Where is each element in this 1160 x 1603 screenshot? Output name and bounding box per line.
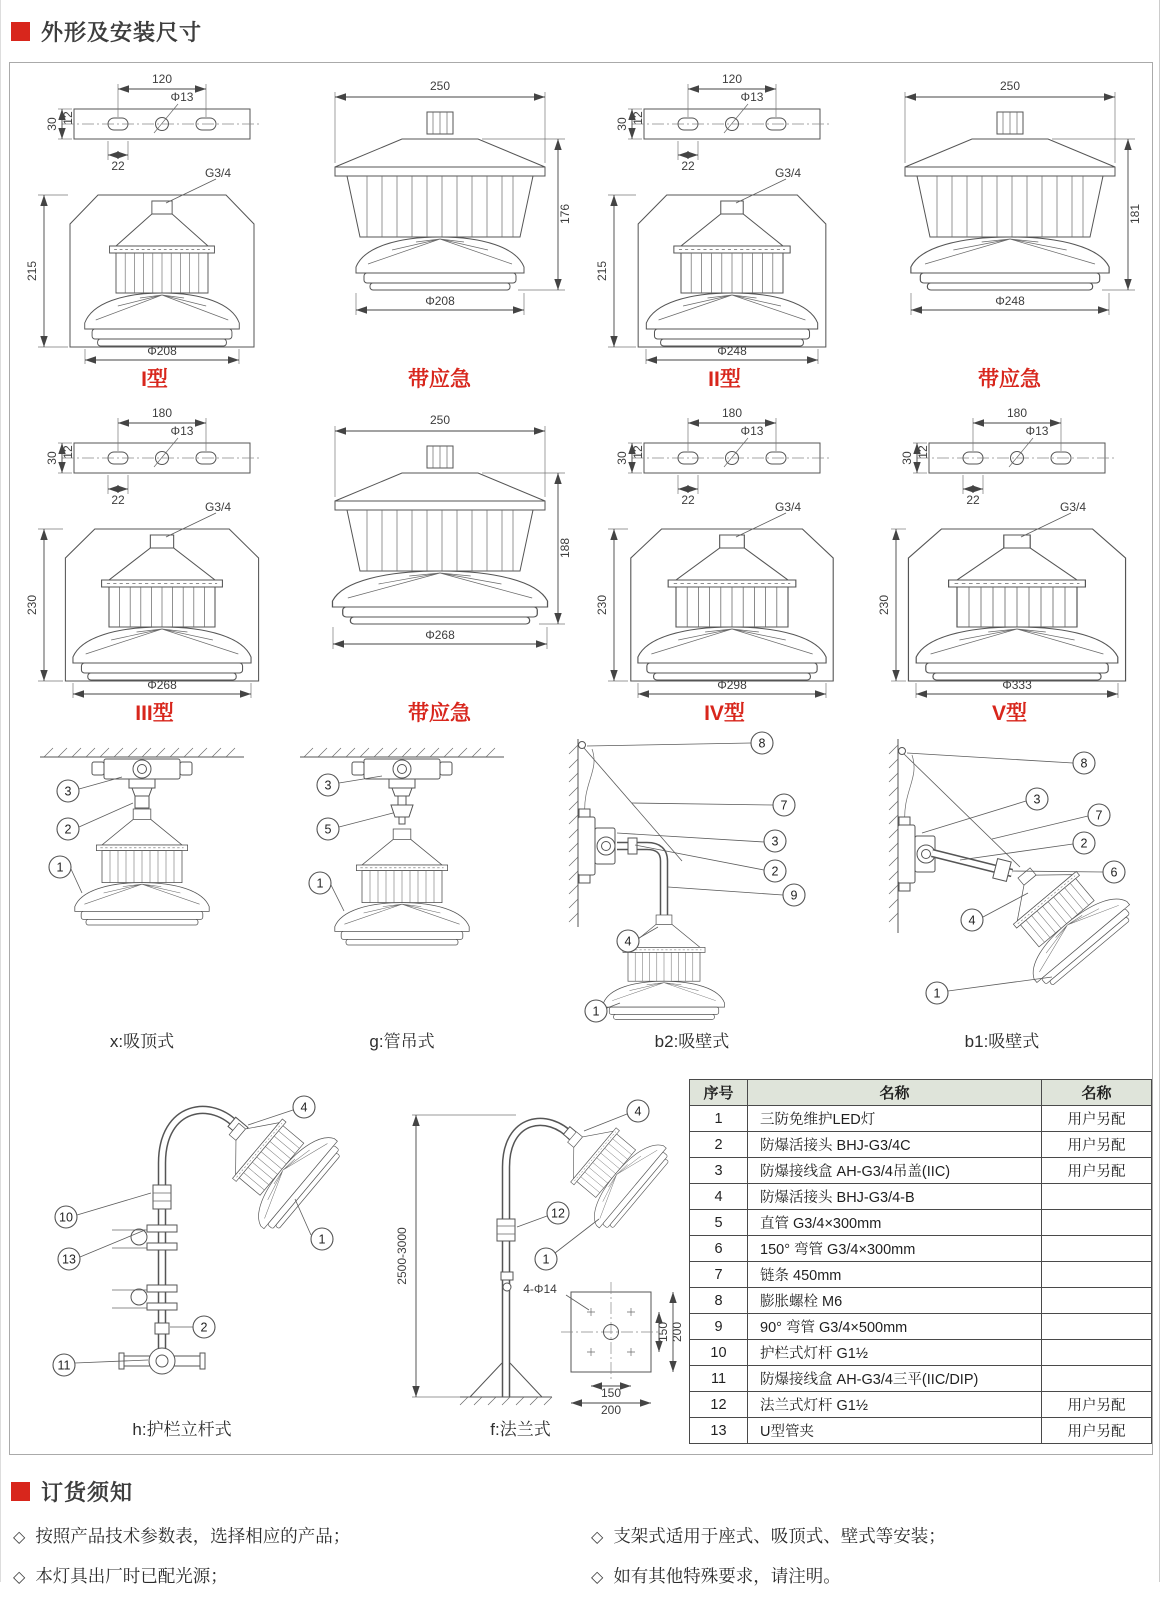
svg-text:Φ208: Φ208 [425,294,455,308]
mount-flange-drawing [356,1067,686,1419]
diamond-bullet-icon: ◇ [13,1529,26,1546]
svg-text:22: 22 [966,493,980,507]
svg-text:Φ13: Φ13 [740,424,764,438]
svg-text:12: 12 [631,445,645,459]
dimensions-section-header [1,0,1159,47]
svg-text:180: 180 [721,406,743,420]
note-text: 本灯具出厂时已配光源； [35,1566,228,1586]
figure-label: f:法兰式 [490,1420,551,1439]
table-row [690,1210,1152,1236]
cell-index: 4 [690,1184,748,1210]
svg-text:Φ208: Φ208 [147,344,177,358]
mount-ceiling-drawing [12,721,272,1031]
table-row [690,1418,1152,1444]
svg-text:5: 5 [324,822,332,837]
svg-text:3: 3 [1033,792,1041,807]
cell-note: 用户另配 [1042,1106,1152,1132]
svg-text:250: 250 [429,79,451,93]
svg-text:9: 9 [790,888,798,903]
svg-text:2: 2 [200,1320,208,1335]
table-row [690,1184,1152,1210]
note-text: 按照产品技术参数表，选择相应的产品； [35,1526,351,1546]
svg-text:4: 4 [300,1100,308,1115]
figure-label: b1:吸壁式 [964,1032,1040,1051]
figure-mount-ceiling [12,721,272,1055]
svg-text:G3/4: G3/4 [204,500,232,514]
cell-note: 用户另配 [1042,1392,1152,1418]
col-header-name: 名称 [748,1080,1042,1106]
diamond-bullet-icon: ◇ [591,1569,604,1586]
col-header-name2: 名称 [1042,1080,1152,1106]
figure-label: III型 [135,702,174,725]
type1-drawing [12,67,297,367]
cell-note: 用户另配 [1042,1158,1152,1184]
svg-text:3: 3 [771,834,779,849]
svg-text:2: 2 [1080,836,1088,851]
svg-text:30: 30 [900,451,914,465]
figure-label: 带应急 [408,702,471,725]
table-row [690,1106,1152,1132]
figure-label: h:护栏立杆式 [132,1420,232,1439]
junction-box [578,809,615,883]
mount-wall-b1-drawing [852,721,1152,1031]
cell-index: 13 [690,1418,748,1444]
svg-text:12: 12 [916,445,930,459]
svg-text:13: 13 [62,1252,76,1267]
note-line [13,1523,591,1548]
svg-text:22: 22 [111,159,125,173]
svg-text:4: 4 [634,1104,641,1119]
figure-label: x:吸顶式 [109,1032,175,1051]
callout-13 [58,1230,145,1270]
svg-text:10: 10 [59,1210,73,1225]
svg-text:7: 7 [780,798,788,813]
svg-text:Φ13: Φ13 [740,90,764,104]
svg-text:G3/4: G3/4 [1059,500,1087,514]
cell-index: 8 [690,1288,748,1314]
cell-name: 护栏式灯杆 G1½ [748,1340,1042,1366]
callout-1 [535,1219,599,1270]
cell-name: U型管夹 [748,1418,1042,1444]
cell-index: 2 [690,1132,748,1158]
parts-table-wrap [689,1079,1152,1444]
figure-type5 [867,401,1152,729]
ordering-notes [1,1507,1159,1603]
figure-label: b2:吸壁式 [654,1032,730,1051]
svg-text:1: 1 [933,986,941,1001]
svg-text:Φ13: Φ13 [170,90,194,104]
svg-text:3: 3 [324,778,332,793]
svg-text:176: 176 [558,203,572,225]
callout-7 [992,804,1110,839]
svg-text:250: 250 [429,413,451,427]
svg-text:200: 200 [600,1403,621,1417]
figure-label: IV型 [704,702,745,725]
drawing-row-1 [12,67,1152,395]
figure-mount-wall-b2 [532,721,852,1055]
table-row [690,1288,1152,1314]
cell-index: 7 [690,1262,748,1288]
drawings-panel [9,62,1153,1455]
cell-note: 用户另配 [1042,1132,1152,1158]
cell-index: 10 [690,1340,748,1366]
diamond-bullet-icon: ◇ [591,1529,604,1546]
section-title: 订货须知 [41,1480,134,1505]
note-text: 如有其他特殊要求，请注明。 [613,1566,841,1586]
parts-table [689,1079,1152,1444]
svg-text:250: 250 [999,79,1021,93]
svg-text:Φ13: Φ13 [170,424,194,438]
svg-text:120: 120 [151,72,173,86]
svg-text:Φ248: Φ248 [717,344,747,358]
svg-text:Φ268: Φ268 [147,678,177,692]
figure-type3 [12,401,297,729]
svg-text:4-Φ14: 4-Φ14 [522,1282,557,1296]
svg-text:1: 1 [318,1232,326,1247]
svg-text:1: 1 [316,876,324,891]
svg-text:200: 200 [669,1321,684,1343]
svg-text:12: 12 [61,111,75,125]
callout-3 [317,774,382,796]
figure-mount-pipe [272,721,532,1055]
svg-text:G3/4: G3/4 [204,166,232,180]
figure-mount-wall-b1 [852,721,1152,1055]
cell-note [1042,1288,1152,1314]
section-title: 外形及安装尺寸 [41,20,203,45]
svg-text:4: 4 [968,913,976,928]
callout-4 [584,1100,649,1131]
svg-text:2: 2 [771,864,779,879]
figure-label: I型 [141,368,168,391]
figure-mount-rail [12,1067,352,1443]
cell-index: 3 [690,1158,748,1184]
figure-em3 [297,401,582,729]
svg-text:1: 1 [542,1252,549,1267]
svg-text:30: 30 [45,451,59,465]
svg-text:12: 12 [550,1206,565,1221]
figure-label: g:管吊式 [369,1032,435,1051]
svg-text:30: 30 [45,117,59,131]
table-row [690,1132,1152,1158]
svg-text:120: 120 [721,72,743,86]
mount-pipe-drawing [272,721,532,1031]
svg-text:188: 188 [558,537,572,559]
cell-note [1042,1340,1152,1366]
figure-label: 带应急 [978,368,1041,391]
callout-8 [907,752,1095,774]
svg-text:G3/4: G3/4 [774,500,802,514]
drawing-row-2 [12,401,1152,729]
col-header-index: 序号 [690,1080,748,1106]
callout-2 [170,1316,215,1338]
cell-name: 防爆接线盒 AH-G3/4吊盖(IIC) [748,1158,1042,1184]
cell-index: 1 [690,1106,748,1132]
mount-wall-b2-drawing [532,721,852,1031]
cell-note [1042,1210,1152,1236]
svg-text:1: 1 [592,1004,600,1019]
callout-1 [49,856,82,893]
figure-type2 [582,67,867,395]
svg-text:12: 12 [61,445,75,459]
table-row [690,1392,1152,1418]
cell-note [1042,1184,1152,1210]
svg-text:181: 181 [1128,203,1142,225]
notes-left-column [13,1523,591,1603]
svg-text:2500-3000: 2500-3000 [394,1227,409,1285]
mounting-plate [45,72,262,173]
section-marker-icon [11,1482,30,1501]
svg-text:2: 2 [64,822,72,837]
notes-right-column [591,1523,1153,1603]
callout-2 [960,832,1095,860]
cell-name: 150° 弯管 G3/4×300mm [748,1236,1042,1262]
table-header-row [690,1080,1152,1106]
callout-1 [926,977,1052,1004]
svg-text:22: 22 [681,159,695,173]
junction-box [92,759,192,796]
cell-index: 6 [690,1236,748,1262]
callout-1 [309,872,344,911]
svg-text:Φ13: Φ13 [1025,424,1049,438]
figure-mount-flange [356,1067,686,1443]
cell-name: 膨胀螺栓 M6 [748,1288,1042,1314]
svg-text:Φ333: Φ333 [1002,678,1032,692]
junction-box [352,759,452,796]
table-row [690,1236,1152,1262]
svg-text:4: 4 [624,934,632,949]
cell-name: 防爆接线盒 AH-G3/4三平(IIC/DIP) [748,1366,1042,1392]
cell-name: 链条 450mm [748,1262,1042,1288]
section-marker-icon [11,22,30,41]
type3-drawing [12,401,297,701]
svg-text:G3/4: G3/4 [774,166,802,180]
mounting-plate [45,406,262,507]
type5-drawing [867,401,1152,701]
callout-10 [55,1193,151,1228]
callout-5 [317,813,393,840]
svg-text:30: 30 [615,117,629,131]
callout-3 [922,788,1048,833]
svg-text:Φ268: Φ268 [425,628,455,642]
cell-name: 防爆活接头 BHJ-G3/4-B [748,1184,1042,1210]
svg-text:8: 8 [1080,756,1088,771]
cell-note [1042,1366,1152,1392]
cell-name: 90° 弯管 G3/4×500mm [748,1314,1042,1340]
callout-3 [57,777,122,802]
figure-em1 [297,67,582,395]
cell-index: 11 [690,1366,748,1392]
note-text: 支架式适用于座式、吸顶式、壁式等安装； [613,1526,946,1546]
diamond-bullet-icon: ◇ [13,1569,26,1586]
cell-name: 防爆活接头 BHJ-G3/4C [748,1132,1042,1158]
cell-name: 三防免维护LED灯 [748,1106,1042,1132]
svg-text:Φ298: Φ298 [717,678,747,692]
drawing-row-3 [12,721,1152,1055]
em3-drawing [297,401,582,701]
note-line [591,1563,1153,1588]
mount-rail-drawing [12,1067,352,1419]
cell-note [1042,1262,1152,1288]
figure-em2 [867,67,1152,395]
type2-drawing [582,67,867,367]
em2-drawing [867,67,1152,367]
svg-text:230: 230 [25,594,39,616]
cell-name: 法兰式灯杆 G1½ [748,1392,1042,1418]
table-row [690,1262,1152,1288]
ordering-section-header [1,1460,1159,1507]
svg-text:150: 150 [655,1321,670,1343]
svg-text:30: 30 [615,451,629,465]
svg-text:12: 12 [631,111,645,125]
cell-name: 直管 G3/4×300mm [748,1210,1042,1236]
note-line [591,1523,1153,1548]
callout-7 [632,794,795,816]
svg-text:215: 215 [25,260,39,282]
svg-text:7: 7 [1095,808,1103,823]
table-row [690,1340,1152,1366]
svg-text:3: 3 [64,784,72,799]
svg-text:22: 22 [111,493,125,507]
figure-label: 带应急 [408,368,471,391]
svg-text:180: 180 [1006,406,1028,420]
type4-drawing [582,401,867,701]
figure-type1 [12,67,297,395]
mounting-plate [615,406,832,507]
svg-text:150: 150 [600,1386,621,1400]
mounting-plate [615,72,832,173]
table-row [690,1158,1152,1184]
cell-note [1042,1236,1152,1262]
cell-index: 9 [690,1314,748,1340]
figure-label: II型 [708,368,741,391]
callout-9 [668,884,805,906]
drawing-row-4 [12,1067,1152,1444]
callout-8 [587,732,773,754]
svg-text:Φ248: Φ248 [995,294,1025,308]
table-row [690,1366,1152,1392]
junction-box [898,817,935,891]
cell-index: 5 [690,1210,748,1236]
cell-note: 用户另配 [1042,1418,1152,1444]
svg-text:8: 8 [758,736,766,751]
svg-text:215: 215 [595,260,609,282]
em1-drawing [297,67,582,367]
figure-label: V型 [991,702,1027,725]
svg-text:230: 230 [595,594,609,616]
callout-1 [295,1199,333,1250]
note-line [13,1563,591,1588]
svg-text:180: 180 [151,406,173,420]
callout-12 [517,1202,569,1227]
svg-text:230: 230 [877,594,891,616]
cell-note [1042,1314,1152,1340]
svg-text:22: 22 [681,493,695,507]
svg-text:1: 1 [56,860,64,875]
cell-index: 12 [690,1392,748,1418]
table-row [690,1314,1152,1340]
mounting-plate [900,406,1117,507]
figure-type4 [582,401,867,729]
svg-text:6: 6 [1110,865,1118,880]
svg-text:11: 11 [57,1358,71,1373]
